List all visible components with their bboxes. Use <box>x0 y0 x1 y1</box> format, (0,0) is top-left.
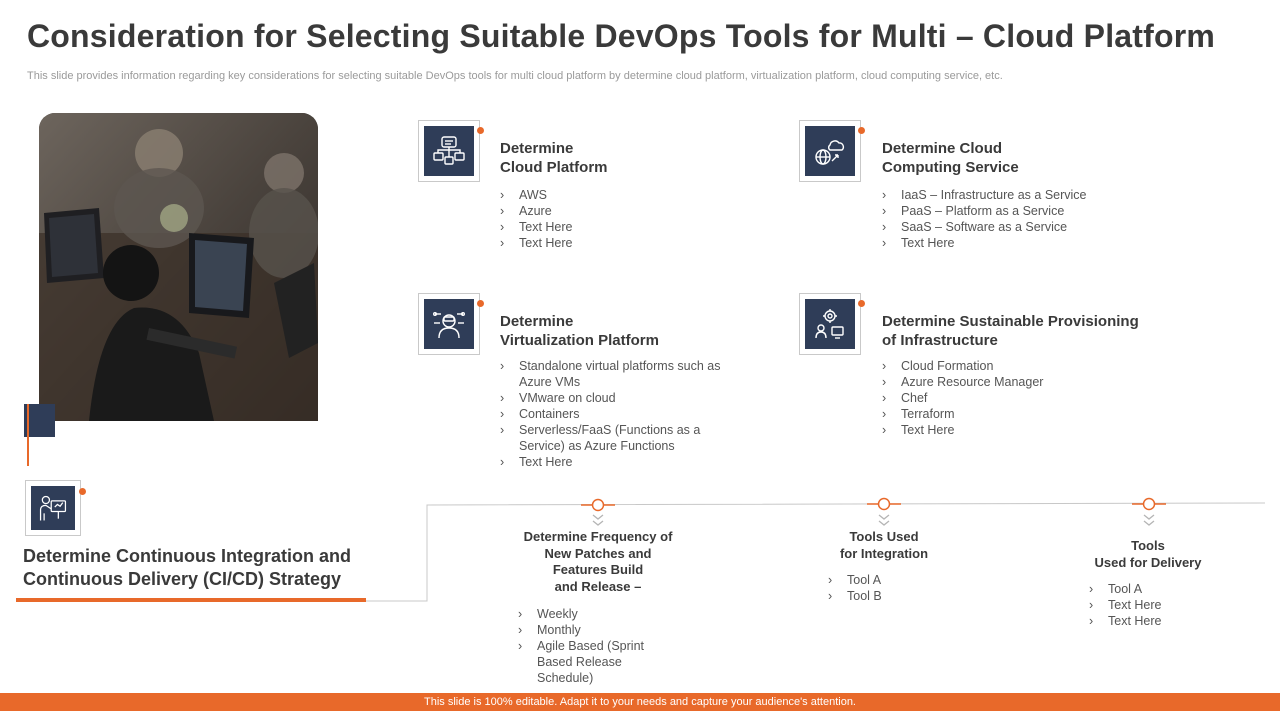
virtualization-icon <box>431 306 467 342</box>
list-item: › Terraform <box>882 406 1162 422</box>
card-title: Determine Virtualization Platform <box>500 313 659 349</box>
list-item: › AWS <box>500 187 740 203</box>
timeline-marker <box>581 500 615 511</box>
orange-dot <box>477 127 484 134</box>
list-item: › Tool A <box>1089 581 1219 597</box>
list-item: › Tool A <box>828 572 948 588</box>
card-cloud-computing-icon-box <box>799 120 861 182</box>
card-bullets <box>500 187 740 251</box>
list-item: › Standalone virtual platforms such as Azure VMs <box>500 358 740 390</box>
card-provisioning-icon-box <box>799 293 861 355</box>
orange-dot <box>858 127 865 134</box>
list-item: › Serverless/FaaS (Functions as a Service) as Azure Functions <box>500 422 740 454</box>
list-item: › Monthly <box>518 622 663 638</box>
list-item: › Tool B <box>828 588 948 604</box>
cicd-title: Determine Continuous Integration and Continuous Delivery (CI/CD) Strategy <box>23 546 352 589</box>
chevron-down-icon <box>1144 515 1154 525</box>
card-title: Determine Cloud Computing Service <box>882 140 1019 176</box>
orange-dot <box>79 488 86 495</box>
orange-dot <box>477 300 484 307</box>
chevron-down-icon <box>593 515 603 525</box>
list-item: › Text Here <box>500 454 740 470</box>
step-title: Tools Used for Integration <box>839 529 929 561</box>
list-item: › Text Here <box>1089 613 1219 629</box>
card-bullets <box>882 187 1162 251</box>
list-item: › Agile Based (Sprint Based Release Schedule) <box>518 638 663 686</box>
step-bullets <box>828 572 948 604</box>
list-item: › Cloud Formation <box>882 358 1162 374</box>
list-item: › Azure <box>500 203 740 219</box>
list-item: › Containers <box>500 406 740 422</box>
step-title: Tools Used for Delivery <box>1094 538 1202 570</box>
slide-subtitle: This slide provides information regarding key considerations for selecting suitable DevOps tools for multi cloud platform by determine cloud platform, virtualization platform, cloud computing service, etc. <box>27 70 1003 82</box>
step-title: Determine Frequency of New Patches and Features Build and Release – <box>523 529 673 594</box>
list-item: › Text Here <box>882 422 1162 438</box>
card-bullets <box>882 358 1162 438</box>
presentation-icon <box>37 492 69 524</box>
list-item: › Weekly <box>518 606 663 622</box>
timeline-marker <box>1132 499 1166 510</box>
chevron-down-icon <box>879 515 889 525</box>
step-bullets <box>518 606 663 686</box>
cicd-underline <box>16 598 366 602</box>
list-item: › Text Here <box>500 219 740 235</box>
card-bullets <box>500 358 740 470</box>
decor-orange-line <box>27 404 29 466</box>
list-item: › IaaS – Infrastructure as a Service <box>882 187 1162 203</box>
team-photo <box>39 113 318 421</box>
list-item: › Text Here <box>1089 597 1219 613</box>
cicd-icon-box <box>25 480 81 536</box>
cloud-platform-icon <box>431 133 467 169</box>
list-item: › VMware on cloud <box>500 390 740 406</box>
list-item: › SaaS – Software as a Service <box>882 219 1162 235</box>
list-item: › Text Here <box>500 235 740 251</box>
orange-dot <box>858 300 865 307</box>
cloud-computing-icon <box>812 133 848 169</box>
card-cloud-platform-icon-box <box>418 120 480 182</box>
list-item: › Chef <box>882 390 1162 406</box>
list-item: › PaaS – Platform as a Service <box>882 203 1162 219</box>
step-bullets <box>1089 581 1219 629</box>
card-title: Determine Sustainable Provisioning of Infrastructure <box>882 313 1139 349</box>
provisioning-icon <box>812 306 848 342</box>
slide-title: Consideration for Selecting Suitable DevOps Tools for Multi – Cloud Platform <box>27 18 1216 54</box>
list-item: › Azure Resource Manager <box>882 374 1162 390</box>
list-item: › Text Here <box>882 235 1162 251</box>
timeline-marker <box>867 499 901 510</box>
footer-banner: This slide is 100% editable. Adapt it to your needs and capture your audience's attention. <box>0 693 1280 711</box>
card-virtualization-icon-box <box>418 293 480 355</box>
card-title: Determine Cloud Platform <box>500 140 608 176</box>
